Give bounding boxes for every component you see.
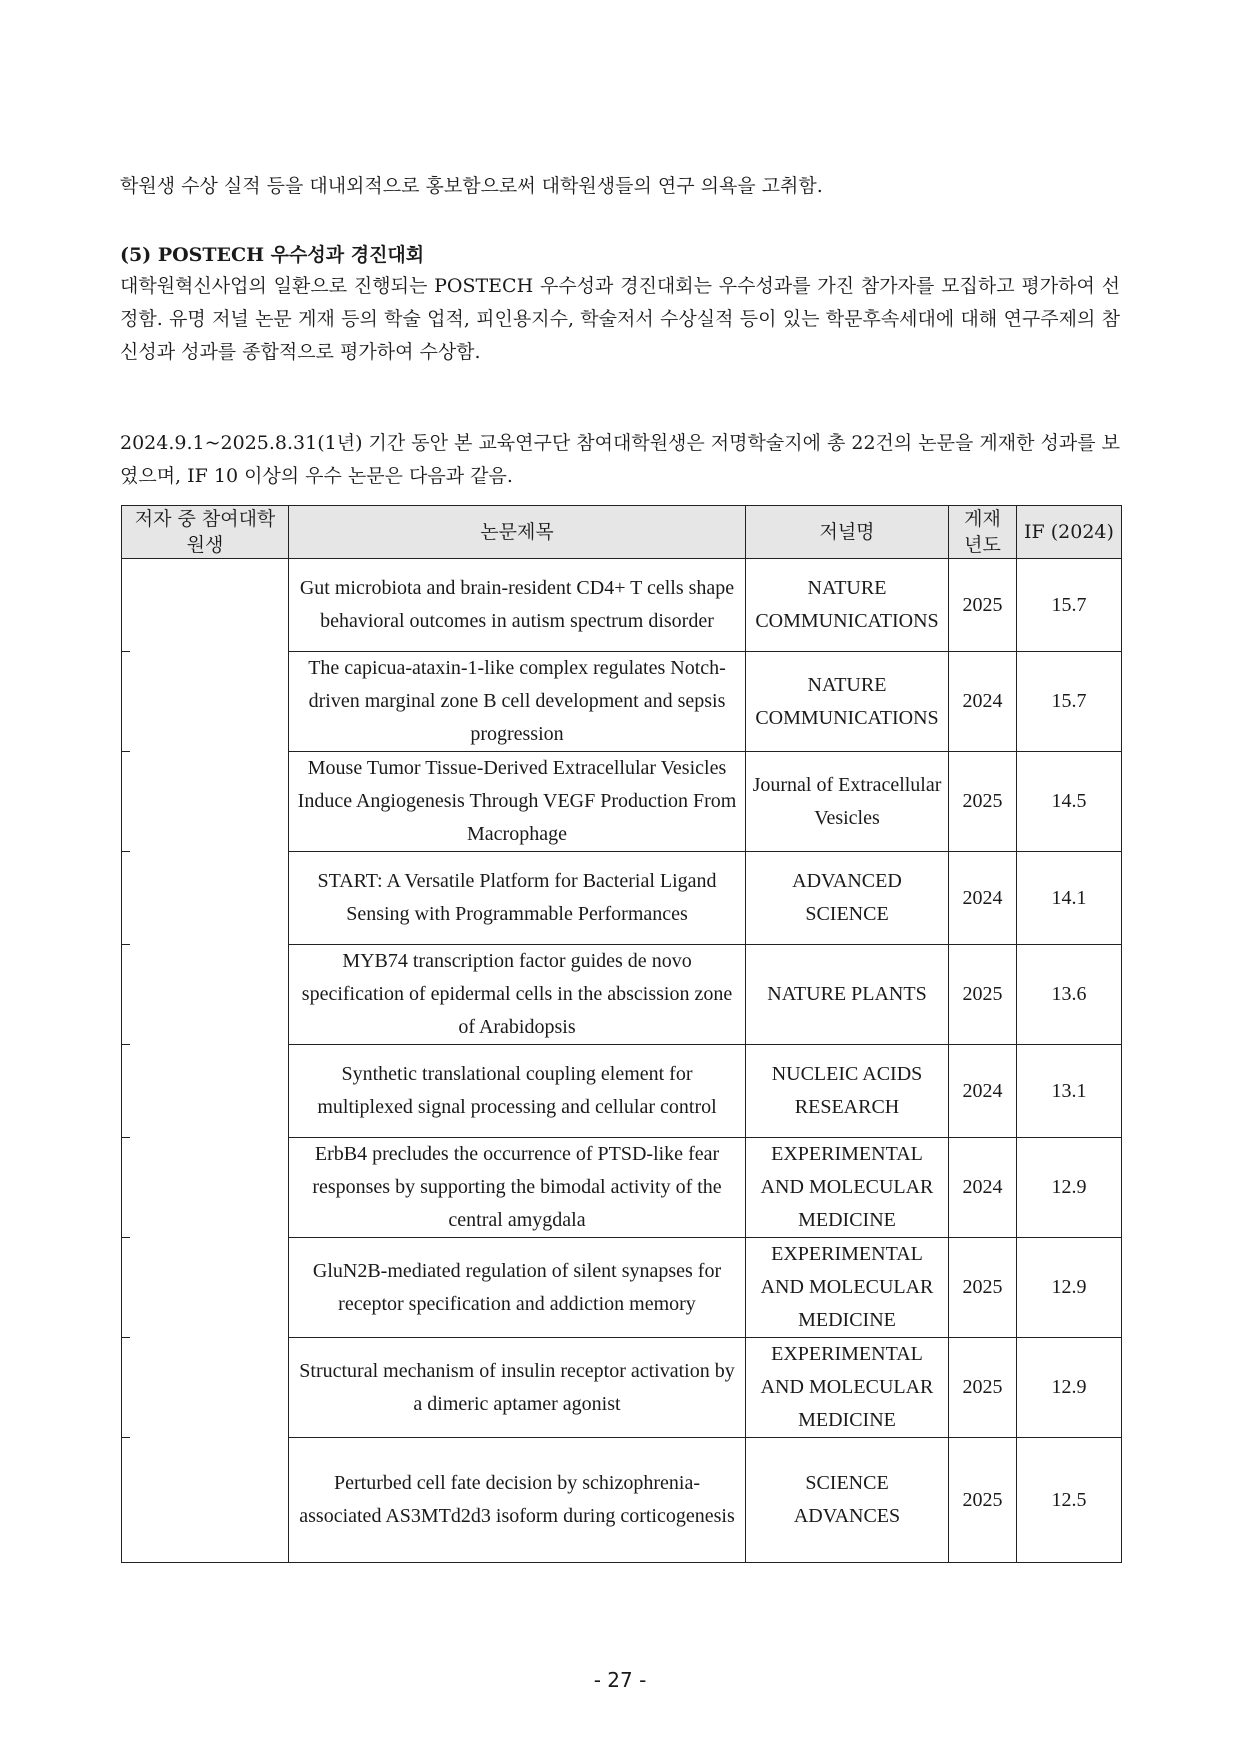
year-cell: 2025 bbox=[949, 1438, 1017, 1563]
journal-cell: Journal of Extracellular Vesicles bbox=[746, 752, 949, 852]
header-journal: 저널명 bbox=[746, 506, 949, 559]
year-cell: 2025 bbox=[949, 752, 1017, 852]
student-cell bbox=[122, 852, 289, 945]
header-if: IF (2024) bbox=[1017, 506, 1122, 559]
if-cell: 12.9 bbox=[1017, 1238, 1122, 1338]
year-cell: 2024 bbox=[949, 852, 1017, 945]
papers-table bbox=[121, 505, 1122, 1563]
title-cell: MYB74 transcription factor guides de novo specification of epidermal cells in the abscission zone of Arabidopsis bbox=[289, 945, 746, 1045]
table-row bbox=[122, 752, 1122, 852]
title-cell: Synthetic translational coupling element for multiplexed signal processing and cellular control bbox=[289, 1045, 746, 1138]
if-cell: 13.6 bbox=[1017, 945, 1122, 1045]
header-title: 논문제목 bbox=[289, 506, 746, 559]
if-cell: 14.5 bbox=[1017, 752, 1122, 852]
table-row bbox=[122, 652, 1122, 752]
if-cell: 12.9 bbox=[1017, 1338, 1122, 1438]
intro-line: 학원생 수상 실적 등을 대내외적으로 홍보함으로써 대학원생들의 연구 의욕을 고취함. bbox=[120, 175, 823, 197]
title-cell: The capicua-ataxin-1-like complex regulates Notch-driven marginal zone B cell development and sepsis progression bbox=[289, 652, 746, 752]
journal-cell: EXPERIMENTAL AND MOLECULAR MEDICINE bbox=[746, 1238, 949, 1338]
header-student: 저자 중 참여대학원생 bbox=[122, 506, 289, 559]
if-cell: 15.7 bbox=[1017, 559, 1122, 652]
title-cell: Gut microbiota and brain-resident CD4+ T cells shape behavioral outcomes in autism spectrum disorder bbox=[289, 559, 746, 652]
year-cell: 2024 bbox=[949, 652, 1017, 752]
journal-cell: NATURE COMMUNICATIONS bbox=[746, 652, 949, 752]
if-cell: 13.1 bbox=[1017, 1045, 1122, 1138]
title-cell: ErbB4 precludes the occurrence of PTSD-like fear responses by supporting the bimodal activity of the central amygdala bbox=[289, 1138, 746, 1238]
year-cell: 2025 bbox=[949, 1238, 1017, 1338]
journal-cell: EXPERIMENTAL AND MOLECULAR MEDICINE bbox=[746, 1338, 949, 1438]
summary-paragraph: 2024.9.1~2025.8.31(1년) 기간 동안 본 교육연구단 참여대학원생은 저명학술지에 총 22건의 논문을 게재한 성과를 보였으며, IF 10 이상의 우수 논문은 다음과 같음. bbox=[120, 432, 1120, 487]
title-cell: GluN2B-mediated regulation of silent synapses for receptor specification and addiction memory bbox=[289, 1238, 746, 1338]
section-heading: (5) POSTECH 우수성과 경진대회 bbox=[120, 244, 425, 266]
page-number: - 27 - bbox=[593, 1668, 647, 1692]
journal-cell: NATURE PLANTS bbox=[746, 945, 949, 1045]
title-cell: START: A Versatile Platform for Bacterial Ligand Sensing with Programmable Performances bbox=[289, 852, 746, 945]
student-cell bbox=[122, 945, 289, 1045]
if-cell: 14.1 bbox=[1017, 852, 1122, 945]
table-row bbox=[122, 559, 1122, 652]
student-cell bbox=[122, 1438, 289, 1563]
if-cell: 12.5 bbox=[1017, 1438, 1122, 1563]
title-cell: Structural mechanism of insulin receptor activation by a dimeric aptamer agonist bbox=[289, 1338, 746, 1438]
table-row bbox=[122, 1438, 1122, 1563]
table-row bbox=[122, 1045, 1122, 1138]
table-row bbox=[122, 1238, 1122, 1338]
student-cell bbox=[122, 652, 289, 752]
journal-cell: NATURE COMMUNICATIONS bbox=[746, 559, 949, 652]
table-header-row bbox=[122, 506, 1122, 559]
table-row bbox=[122, 1138, 1122, 1238]
year-cell: 2025 bbox=[949, 559, 1017, 652]
student-cell bbox=[122, 752, 289, 852]
student-cell bbox=[122, 559, 289, 652]
year-cell: 2024 bbox=[949, 1138, 1017, 1238]
student-cell bbox=[122, 1338, 289, 1438]
journal-cell: ADVANCED SCIENCE bbox=[746, 852, 949, 945]
table-row bbox=[122, 852, 1122, 945]
journal-cell: EXPERIMENTAL AND MOLECULAR MEDICINE bbox=[746, 1138, 949, 1238]
if-cell: 12.9 bbox=[1017, 1138, 1122, 1238]
table-row bbox=[122, 945, 1122, 1045]
header-year: 게재 년도 bbox=[949, 506, 1017, 559]
if-cell: 15.7 bbox=[1017, 652, 1122, 752]
journal-cell: SCIENCE ADVANCES bbox=[746, 1438, 949, 1563]
student-cell bbox=[122, 1138, 289, 1238]
year-cell: 2025 bbox=[949, 945, 1017, 1045]
title-cell: Perturbed cell fate decision by schizophrenia-associated AS3MTd2d3 isoform during corticogenesis bbox=[289, 1438, 746, 1563]
year-cell: 2024 bbox=[949, 1045, 1017, 1138]
year-cell: 2025 bbox=[949, 1338, 1017, 1438]
student-cell bbox=[122, 1238, 289, 1338]
section-body: 대학원혁신사업의 일환으로 진행되는 POSTECH 우수성과 경진대회는 우수성과를 가진 참가자를 모집하고 평가하여 선정함. 유명 저널 논문 게재 등의 학술 업적, 피인용지수, 학술저서 수상실적 등이 있는 학문후속세대에 대해 연구주제의 참신성과 성과를 종합적으로 평가하여 수상함. bbox=[120, 275, 1120, 363]
journal-cell: NUCLEIC ACIDS RESEARCH bbox=[746, 1045, 949, 1138]
student-cell bbox=[122, 1045, 289, 1138]
table-row bbox=[122, 1338, 1122, 1438]
title-cell: Mouse Tumor Tissue-Derived Extracellular Vesicles Induce Angiogenesis Through VEGF Production From Macrophage bbox=[289, 752, 746, 852]
